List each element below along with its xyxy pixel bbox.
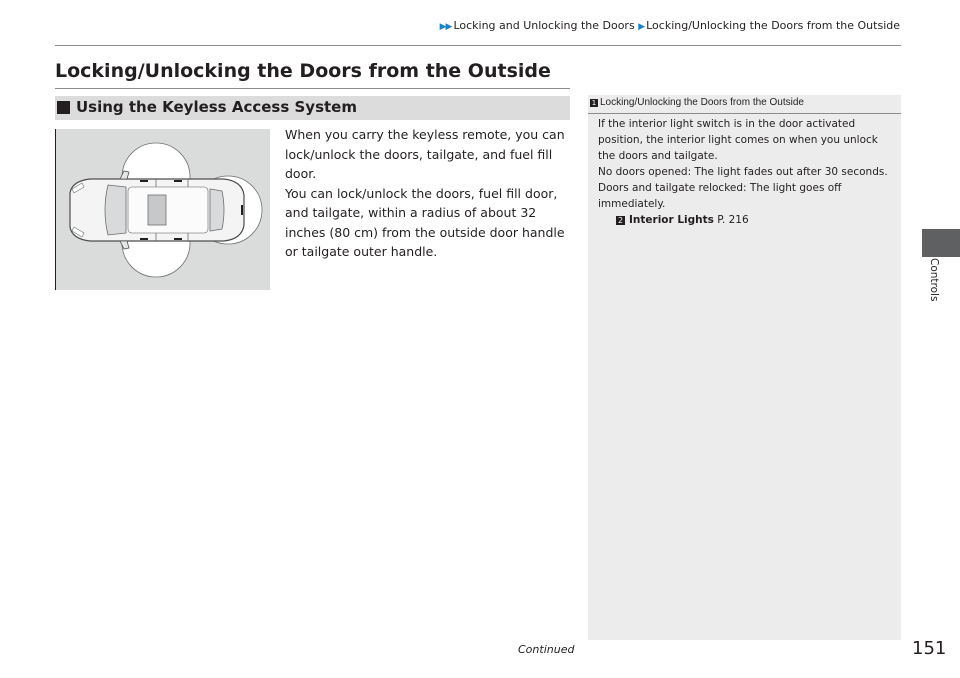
note-marker-icon: 1 [591,99,597,107]
breadcrumb-parent[interactable]: Locking and Unlocking the Doors [453,19,635,32]
cross-reference-icon: 2 [617,216,624,225]
square-bullet-icon [57,101,70,114]
header-divider [55,45,901,46]
car-top-view-icon [56,129,271,290]
continued-label: Continued [518,643,575,656]
car-range-illustration [55,129,270,290]
double-arrow-icon: ▶▶ [439,22,452,32]
xref-page[interactable]: P. 216 [717,214,749,226]
sidebar-heading-text: Locking/Unlocking the Doors from the Outside [600,97,804,108]
page-title: Locking/Unlocking the Doors from the Outside [55,60,551,82]
breadcrumb [440,19,900,32]
title-divider [55,88,570,89]
sidebar-body [598,116,894,228]
chapter-tab-marker [922,229,960,257]
body-paragraph: When you carry the keyless remote, you can lock/unlock the doors, tailgate, and fuel fill door. [285,127,565,181]
section-heading-bar [55,96,570,120]
sidebar-paragraph: If the interior light switch is in the door activated position, the interior light comes on when you unlock the doors and tailgate. [598,118,878,162]
body-text [285,125,570,262]
cross-reference-link[interactable] [598,212,894,228]
chapter-tab-label[interactable]: Controls [928,258,940,302]
sidebar-paragraph: Doors and tailgate relocked: The light goes off immediately. [598,182,842,210]
sidebar-note [588,95,901,640]
section-heading: Using the Keyless Access System [76,98,357,116]
page-number: 151 [912,638,947,659]
arrow-icon: ▶ [638,22,645,32]
sidebar-paragraph: No doors opened: The light fades out after 30 seconds. [598,166,888,178]
body-paragraph: You can lock/unlock the doors, fuel fill door, and tailgate, within a radius of about 32 inches (80 cm) from the outside door handle or tailgate outer handle. [285,185,565,259]
xref-title[interactable]: Interior Lights [629,214,714,226]
sidebar-heading [588,96,901,114]
breadcrumb-current: Locking/Unlocking the Doors from the Outside [646,19,900,32]
